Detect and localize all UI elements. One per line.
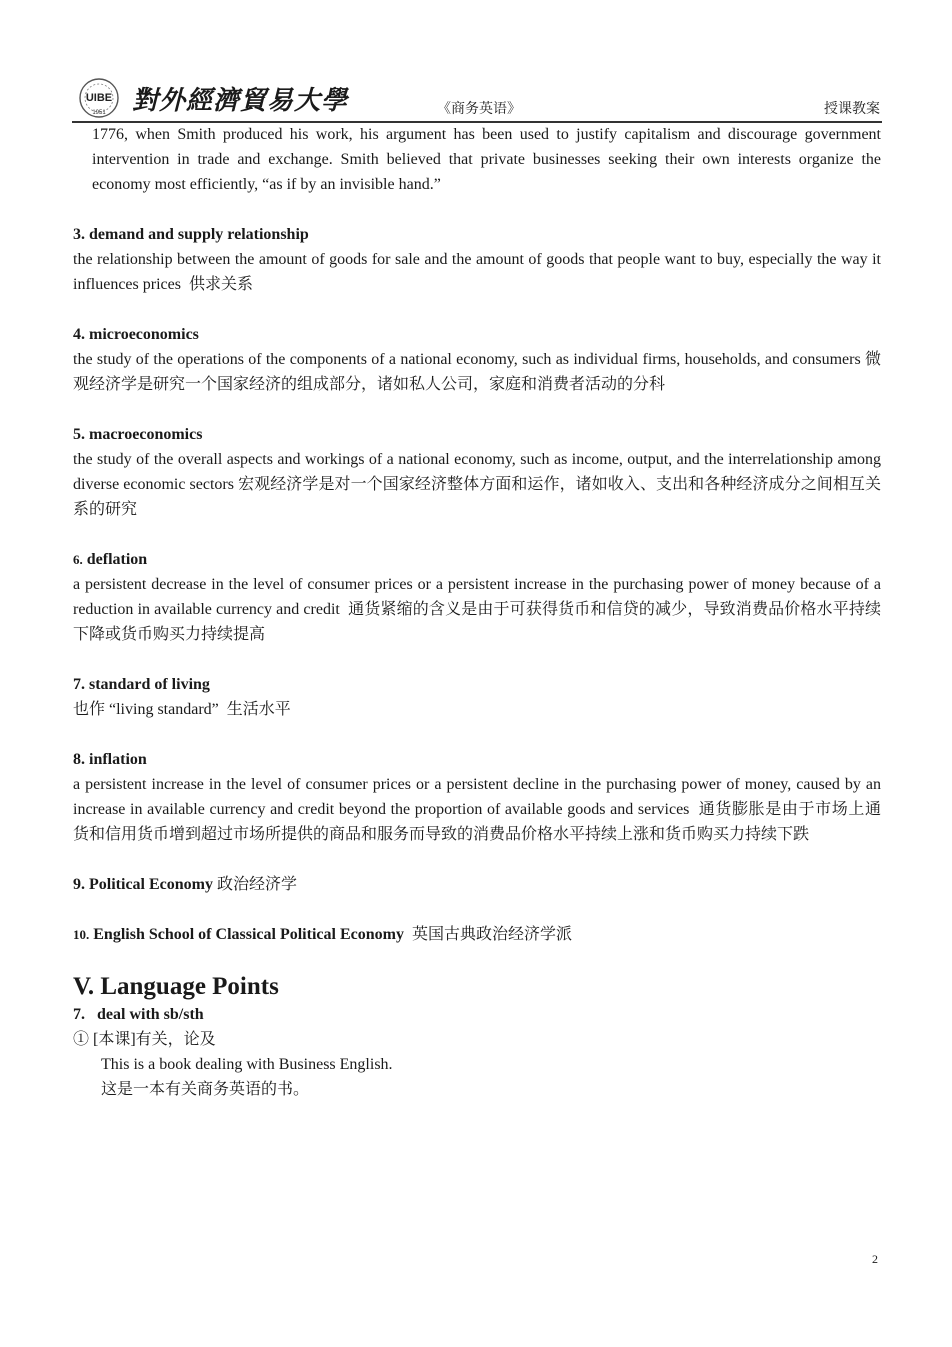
term-title: macroeconomics — [89, 426, 203, 443]
term-heading — [73, 922, 881, 947]
term-body — [73, 572, 881, 647]
language-point-meaning: ① [本课]有关，论及 — [73, 1031, 216, 1048]
term-definition: the study of the overall aspects and workings of a national economy, such as income, output, and the interrelationship among diverse economic sectors — [73, 451, 881, 493]
term-item — [73, 747, 881, 847]
term-body — [73, 772, 881, 847]
term-translation: 政治经济学 — [216, 876, 297, 893]
term-body — [73, 697, 881, 722]
term-translation: 生活水平 — [226, 701, 291, 718]
page-content — [73, 122, 881, 1102]
term-number: 10. — [73, 927, 90, 942]
university-name: 對外經濟貿易大學 — [132, 86, 349, 115]
term-number: 9. — [73, 876, 85, 893]
term-number: 8. — [73, 751, 85, 768]
term-heading — [73, 747, 881, 772]
term-translation: 英国古典政治经济学派 — [411, 926, 572, 943]
page-header — [72, 74, 882, 124]
term-body — [73, 247, 881, 297]
term-definition: 也作 “living standard” — [73, 701, 219, 718]
term-item — [73, 922, 881, 947]
term-heading — [73, 422, 881, 447]
term-item — [73, 872, 881, 897]
term-definition: a persistent decrease in the level of consumer prices or a persistent increase in the purchasing power of money because of a reduction in available currency and credit — [73, 576, 881, 618]
term-item — [73, 222, 881, 297]
section-heading: V. Language Points — [73, 973, 279, 1000]
term-title: inflation — [89, 751, 147, 768]
term-item — [73, 672, 881, 722]
language-point-number: 7. — [73, 1006, 85, 1023]
term-title: microeconomics — [89, 326, 199, 343]
term-number: 4. — [73, 326, 85, 343]
term-item — [73, 422, 881, 522]
term-number: 6. — [73, 552, 83, 567]
term-translation: 供求关系 — [188, 276, 253, 293]
term-definition: the study of the operations of the components of a national economy, such as individual firms, households, and consumers — [73, 351, 861, 368]
term-item — [73, 547, 881, 647]
term-translation: 通货紧缩的含义是由于可获得货币和信贷的减少，导致消费品价格水平持续下降或货币购买力持续提高 — [73, 601, 882, 643]
term-heading — [73, 547, 881, 572]
term-definition: the relationship between the amount of goods for sale and the amount of goods that people want to buy, especially the way it influences prices — [73, 251, 881, 293]
university-logo — [72, 74, 126, 120]
term-translation: 微观经济学是研究一个国家经济的组成部分，诸如私人公司，家庭和消费者活动的分科 — [73, 351, 882, 393]
logo-text: UIBE — [85, 92, 113, 104]
term-body — [73, 447, 881, 522]
term-title: English School of Classical Political Economy — [93, 926, 404, 943]
language-point-title: deal with sb/sth — [97, 1006, 204, 1023]
term-translation: 宏观经济学是对一个国家经济整体方面和运作，诸如收入、支出和各种经济成分之间相互关系的研究 — [73, 476, 881, 518]
term-heading — [73, 672, 881, 697]
term-heading — [73, 322, 881, 347]
term-heading — [73, 222, 881, 247]
term-definition: a persistent increase in the level of consumer prices or a persistent decline in the purchasing power of money, caused by an increase in available currency and credit beyond the proportion of available goods and services — [73, 776, 881, 818]
term-number: 7. — [73, 676, 85, 693]
term-number: 3. — [73, 226, 85, 243]
term-heading — [73, 872, 881, 897]
doc-type: 授课教案 — [824, 102, 880, 117]
page-number: 2 — [872, 1252, 878, 1266]
term-title: Political Economy — [89, 876, 213, 893]
example-chinese: 这是一本有关商务英语的书。 — [101, 1081, 310, 1098]
intro-paragraph: 1776, when Smith produced his work, his argument has been used to justify capitalism and discourage government intervention in trade and exchange. Smith believed that private businesses seeking their own interests organize the economy most efficiently, “as if by an invisible hand.” — [92, 126, 881, 193]
term-title: deflation — [86, 551, 148, 568]
term-item — [73, 322, 881, 397]
example-english: This is a book dealing with Business English. — [101, 1056, 393, 1073]
term-translation: 通货膨胀是由于市场上通货和信用货币增到超过市场所提供的商品和服务而导致的消费品价格水平持续上涨和货币购买力持续下跌 — [73, 801, 882, 843]
logo-year: 1951 — [92, 110, 106, 116]
term-number: 5. — [73, 426, 85, 443]
course-title: 《商务英语》 — [437, 102, 521, 117]
term-body — [73, 347, 881, 397]
term-title: standard of living — [89, 676, 210, 693]
term-title: demand and supply relationship — [89, 226, 309, 243]
language-point-heading — [73, 1002, 881, 1027]
